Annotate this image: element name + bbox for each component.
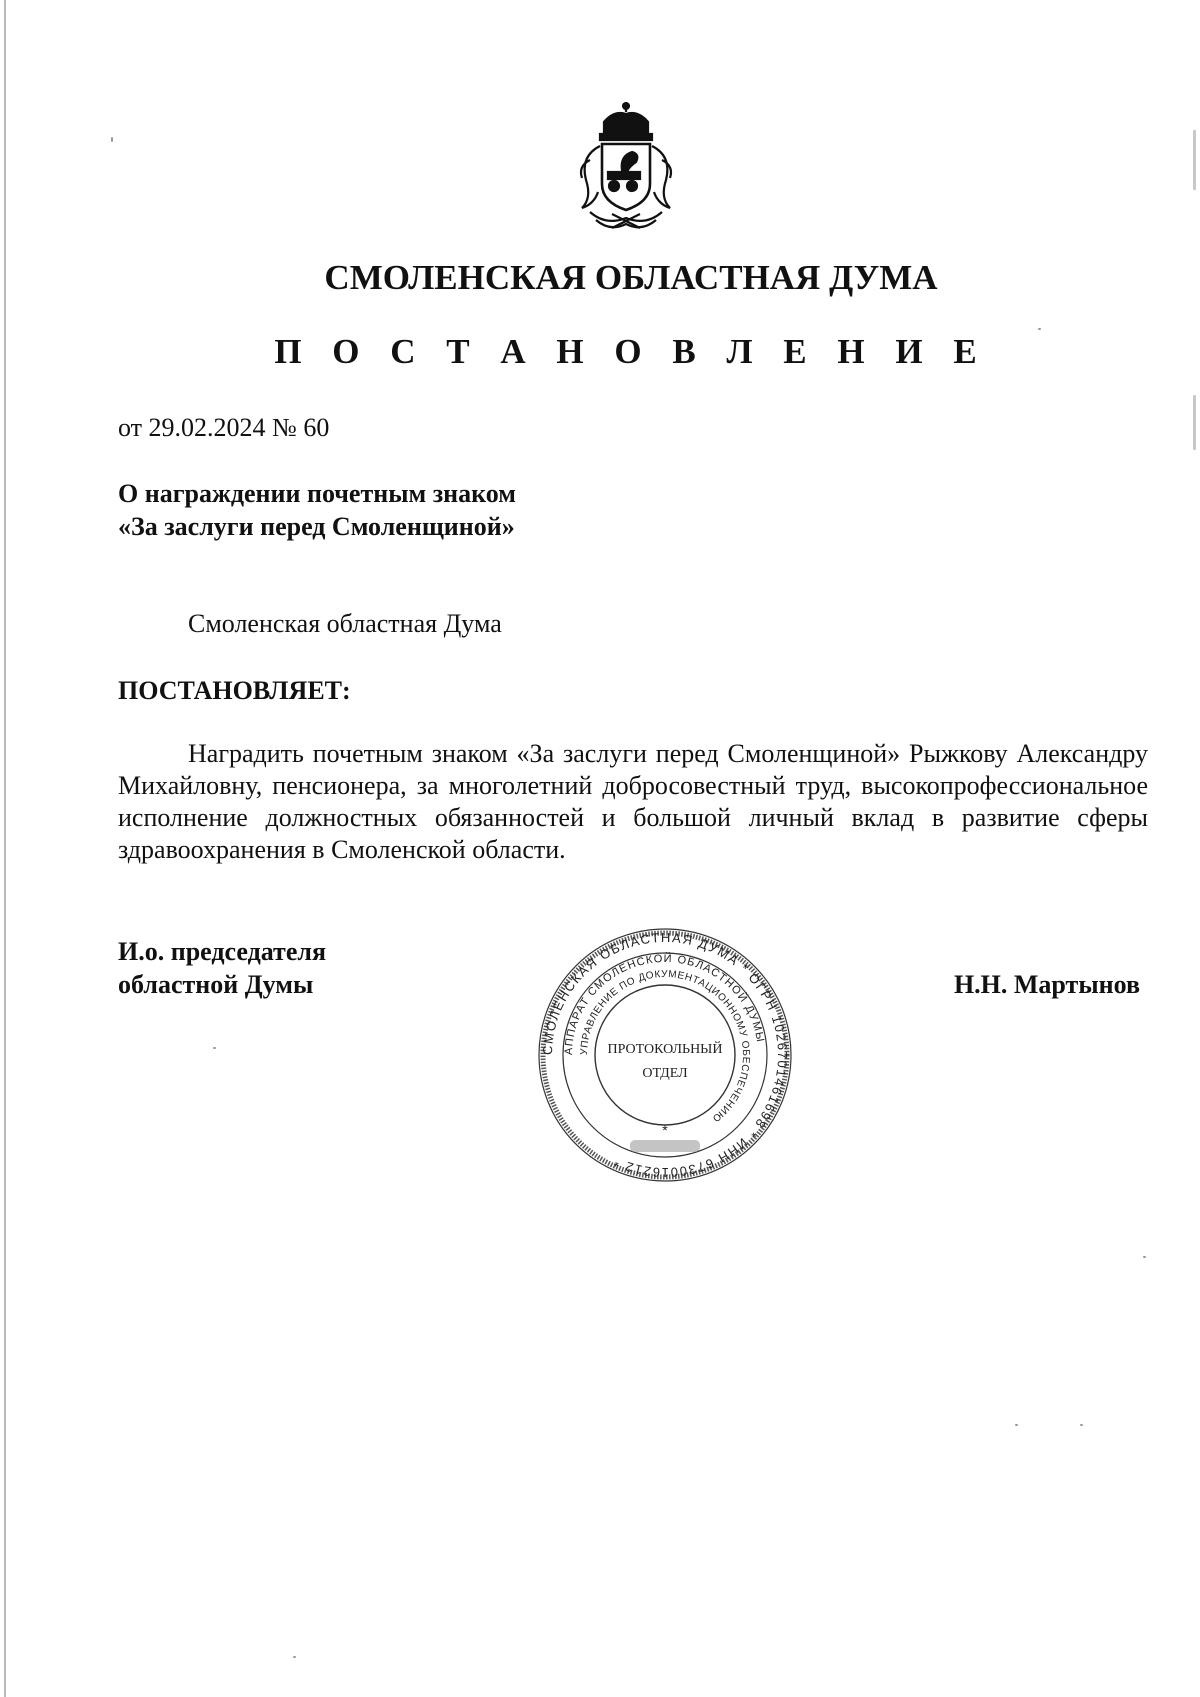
scan-speck [1038, 328, 1041, 330]
stamp-middle-text: АППАРАТ СМОЛЕНСКОЙ ОБЛАСТНОЙ ДУМЫ [562, 952, 767, 1056]
scan-speck [293, 1656, 296, 1658]
preamble: Смоленская областная Дума [188, 609, 502, 638]
scan-speck [1193, 130, 1196, 190]
document-date-number: от 29.02.2024 № 60 [118, 413, 330, 442]
smolensk-coat-of-arms-icon [570, 100, 682, 232]
scan-speck [1015, 1424, 1018, 1426]
scan-speck [1143, 1256, 1146, 1258]
document-title-line-1: О награждении почетным знаком [118, 479, 517, 508]
scan-speck [1193, 395, 1196, 450]
stamp-center-line-1: ПРОТОКОЛЬНЫЙ [607, 1042, 723, 1057]
scan-speck [1080, 1424, 1083, 1426]
resolution-body: Наградить почетным знаком «За заслуги перед Смоленщиной» Рыжкову Александру Михайловну, пенсионера, за многолетний добросовестный труд, высокопрофессиональное исполнение должностных обязанностей и большой личный вклад в развитие сферы здравоохранения в Смоленской области. [118, 739, 1148, 864]
organization-heading: СМОЛЕНСКАЯ ОБЛАСТНАЯ ДУМА [324, 258, 938, 297]
resolves-heading: ПОСТАНОВЛЯЕТ: [118, 676, 351, 705]
stamp-inner-text: УПРАВЛЕНИЕ ПО ДОКУМЕНТАЦИОННОМУ ОБЕСПЕЧЕНИЮ [578, 968, 752, 1124]
scan-speck [213, 1047, 216, 1049]
document-type-heading: П О С Т А Н О В Л Е Н И Е [274, 332, 988, 371]
signatory-name: Н.Н. Мартынов [953, 970, 1140, 999]
document-title-line-2: «За заслуги перед Смоленщиной» [118, 512, 515, 541]
signatory-position-line-1: И.о. председателя [118, 937, 327, 966]
signatory-position-line-2: областной Думы [118, 970, 314, 999]
scan-speck [111, 137, 113, 142]
scan-edge [4, 0, 6, 1697]
stamp-outer-text: СМОЛЕНСКАЯ ОБЛАСТНАЯ ДУМА * ОГРН 1026701461698 * ИНН 6730016212 * [539, 929, 791, 1181]
stamp-smudge [630, 1140, 700, 1152]
official-stamp [535, 925, 795, 1185]
stamp-center-line-2: ОТДЕЛ [642, 1066, 688, 1081]
stamp-star-icon: * [662, 1122, 668, 1138]
